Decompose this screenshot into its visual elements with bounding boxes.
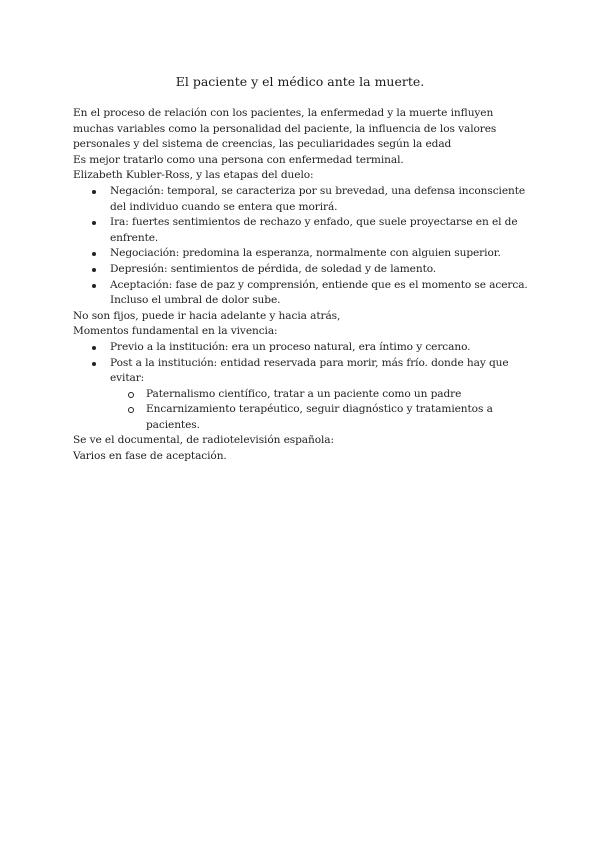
list-item-post [73, 356, 533, 434]
terminal-line: Es mejor tratarlo como una persona con enfermedad terminal. [73, 153, 404, 166]
list-item-encarnizamiento: Encarnizamiento terapéutico, seguir diagnóstico y tratamientos a pacientes. [110, 402, 533, 433]
documental-line: Se ve el documental, de radiotelevisión española: [73, 434, 334, 447]
grief-stages-list [73, 184, 533, 309]
list-item-previo: Previo a la institución: era un proceso natural, era íntimo y cercano. [73, 340, 533, 356]
list-item-paternalismo: Paternalismo científico, tratar a un paciente como un padre [110, 387, 533, 403]
page-title: El paciente y el médico ante la muerte. [175, 74, 425, 89]
document-body [73, 106, 533, 465]
post-text: Post a la institución: entidad reservada para morir, más frío. donde hay que evitar: [110, 356, 509, 385]
list-item-ira: Ira: fuertes sentimientos de rechazo y enfado, que suele proyectarse en el de enfrente. [73, 215, 533, 246]
moments-line: Momentos fundamental en la vivencia: [73, 325, 278, 338]
not-fixed-line: No son fijos, puede ir hacia adelante y hacia atrás, [73, 309, 341, 322]
varios-line: Varios en fase de aceptación. [73, 450, 227, 463]
list-item-negacion: Negación: temporal, se caracteriza por su brevedad, una defensa inconsciente del individuo cuando se entera que morirá. [73, 184, 533, 215]
moments-list [73, 340, 533, 434]
intro-paragraph: En el proceso de relación con los pacientes, la enfermedad y la muerte influyen muchas variables como la personalidad del paciente, la influencia de los valores personales y del sistema de creencias, las peculiaridades según la edad [73, 107, 497, 151]
list-item-depresion: Depresión: sentimientos de pérdida, de soledad y de lamento. [73, 262, 533, 278]
list-item-negociacion: Negociación: predomina la esperanza, normalmente con alguien superior. [73, 246, 533, 262]
list-item-aceptacion: Aceptación: fase de paz y comprensión, entiende que es el momento se acerca. Incluso el umbral de dolor sube. [73, 278, 533, 309]
avoid-list [110, 387, 533, 434]
kubler-ross-line: Elizabeth Kubler-Ross, y las etapas del duelo: [73, 169, 314, 182]
